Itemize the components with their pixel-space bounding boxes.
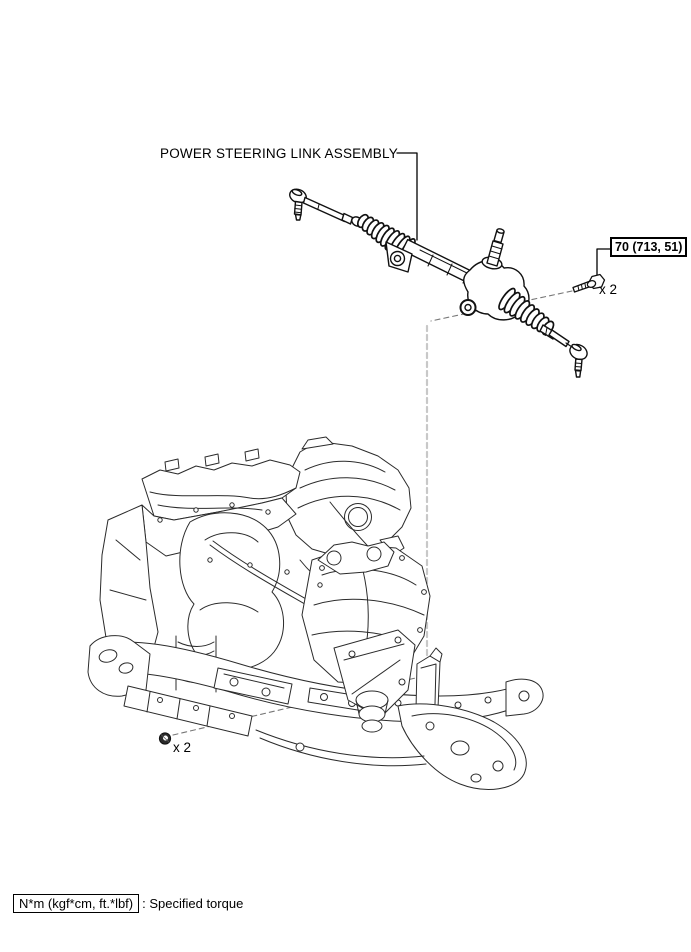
torque-legend [13,894,243,913]
torque-leader-line [597,249,610,276]
assembly-label: POWER STEERING LINK ASSEMBLY [160,146,398,161]
bolt-quantity-label: x 2 [599,282,618,297]
torque-spec-box: 70 (713, 51) [610,237,687,257]
engine-subframe-illustration [88,437,543,789]
steering-rack-illustration [288,187,590,377]
assembly-leader-line [397,153,417,240]
torque-legend-text: : Specified torque [142,896,244,911]
torque-unit-box: N*m (kgf*cm, ft.*lbf) [13,894,139,913]
mounting-nut-icon [159,733,170,744]
nut-quantity-label: x 2 [173,740,192,755]
